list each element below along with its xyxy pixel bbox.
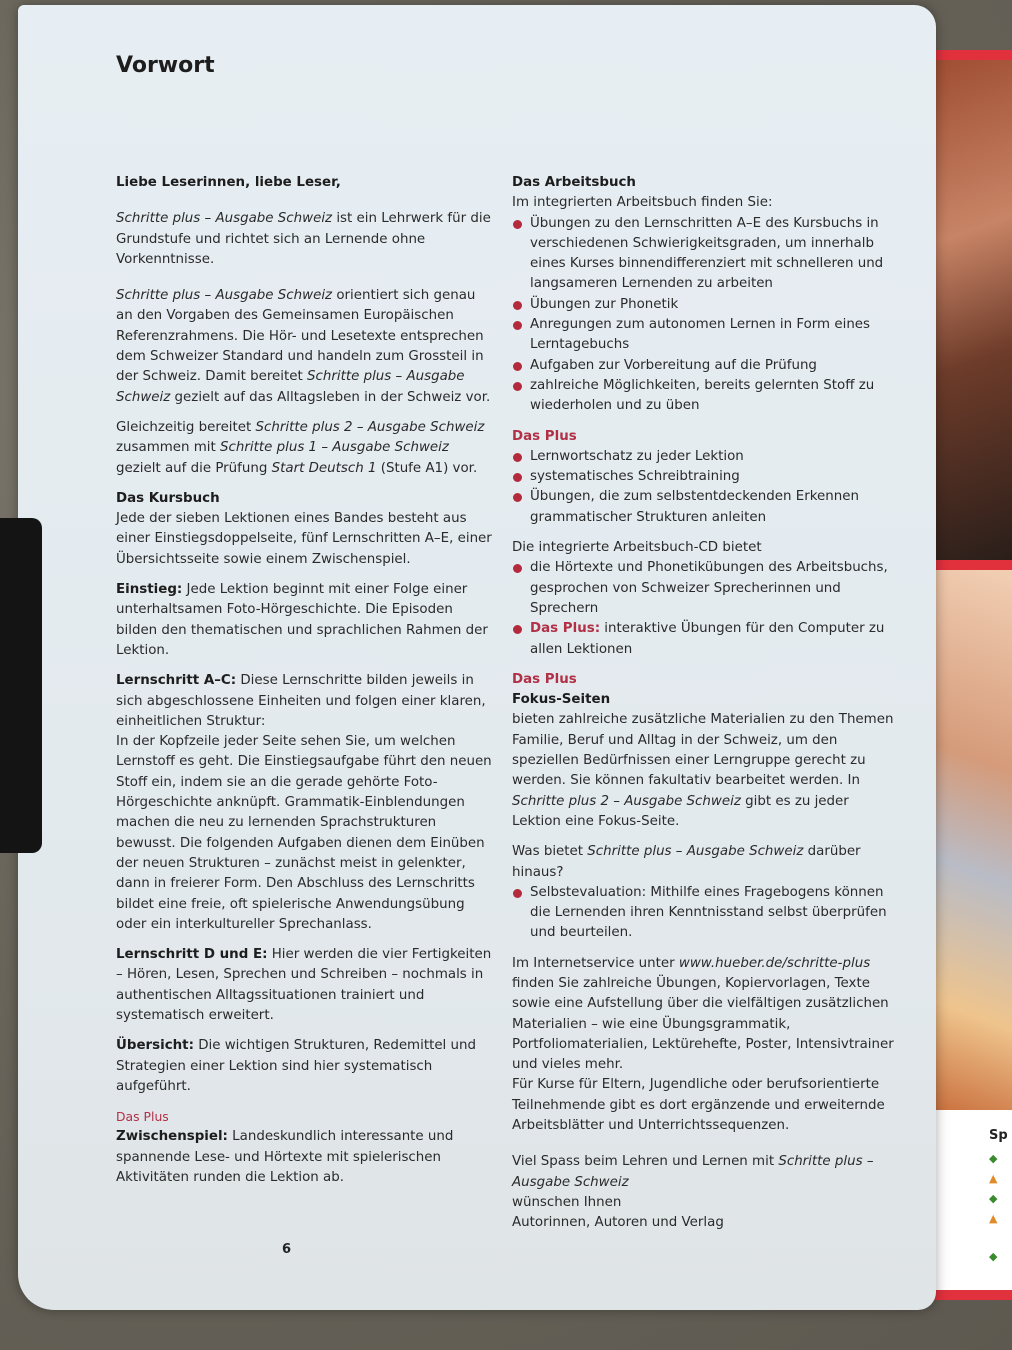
list-item: Übungen zur Phonetik (512, 295, 896, 315)
side-book-marker: ◆ (989, 1152, 998, 1165)
uebersicht-paragraph: Übersicht: Die wichtigen Strukturen, Redemittel und Strategien einer Lektion sind hier systematisch aufgeführt. (116, 1038, 477, 1094)
zwischenspiel-paragraph: Zwischenspiel: Landeskundlich interessante und spannende Lese- und Hörtexte mit spielerischen Aktivitäten runden die Lektion ab. (116, 1129, 454, 1186)
list-item: Das Plus: interaktive Übungen für den Computer zu allen Lektionen (512, 619, 896, 660)
arbeitsbuch-intro: Im integrierten Arbeitsbuch finden Sie: (512, 195, 773, 211)
lernschritt-ac-paragraph: Lernschritt A–C: Diese Lernschritte bilden jeweils in sich abgeschlossene Einheiten und folgen einer klaren, einheitlichen Struktur: (116, 673, 486, 729)
list-item: zahlreiche Möglichkeiten, bereits gelernten Stoff zu wiederholen und zu üben (512, 376, 896, 417)
closing-line-3: Autorinnen, Autoren und Verlag (512, 1215, 724, 1231)
mehr-list (512, 883, 896, 944)
closing-line-2: wünschen Ihnen (512, 1194, 622, 1210)
right-column (512, 173, 896, 1234)
mehr-question: Was bietet Schritte plus – Ausgabe Schweiz darüber hinaus? (512, 844, 861, 880)
arbeitsbuch-heading: Das Arbeitsbuch (512, 175, 636, 190)
plus-heading: Das Plus (512, 671, 577, 687)
list-item: die Hörtexte und Phonetikübungen des Arbeitsbuchs, gesprochen von Schweizer Sprecherinnen und Sprechern (512, 558, 896, 619)
left-column (116, 173, 494, 1188)
side-book-marker: ◆ (989, 1250, 998, 1263)
cd-list (512, 558, 896, 659)
kursbuch-heading: Das Kursbuch (116, 490, 220, 506)
greeting: Liebe Leserinnen, liebe Leser, (116, 175, 341, 190)
website-link: www.hueber.de/schritte-plus (678, 955, 871, 971)
intro-paragraph: Schritte plus – Ausgabe Schweiz ist ein Lehrwerk für die Grundstufe und richtet sich an Lernende ohne Vorkenntnisse. (116, 211, 491, 267)
book-page (18, 5, 936, 1310)
side-book-marker: ▲ (989, 1172, 998, 1185)
list-item: Übungen, die zum selbstentdeckenden Erkennen grammatischer Strukturen anleiten (512, 487, 896, 528)
einstieg-paragraph: Einstieg: Jede Lektion beginnt mit einer Folge einer unterhaltsamen Foto-Hörgeschichte. Die Episoden bilden den thematischen und sprachlichen Rahmen der Lektion. (116, 582, 488, 658)
page-title: Vorwort (116, 53, 215, 78)
plus-label: Das Plus (116, 1109, 169, 1125)
eltern-paragraph: Für Kurse für Eltern, Jugendliche oder berufsorientierte Teilnehmende gibt es dort ergänzende und erweiternde Arbeitsblätter und Unterrichtssequenzen. (512, 1077, 885, 1134)
list-item: Übungen zu den Lernschritten A–E des Kursbuchs in verschiedenen Schwierigkeitsgraden, um innerhalb eines Kurses binnendifferenziert mit schnelleren und langsameren Lernenden zu arbeiten (512, 214, 896, 295)
lernschritt-ac-detail: In der Kopfzeile jeder Seite sehen Sie, um welchen Lernstoff es geht. Die Einstiegsaufgabe führt den neuen Stoff ein, indem sie an die gerade gehörte Foto-Hörgeschichte anknüpft. Grammatik-Einblendungen machen die neu zu lernenden Sprachstrukturen bewusst. Die folgenden Aufgaben dienen dem Einüben der neuen Strukturen – zunächst meist in gelenkter, dann in freierer Form. Den Abschluss des Lernschritts bildet eine freie, oft spielerische Anwendungsübung oder ein interkultureller Sprechanlass. (116, 734, 492, 932)
side-book-marker: ◆ (989, 1192, 998, 1205)
list-item: Aufgaben zur Vorbereitung auf die Prüfung (512, 356, 896, 376)
page-number: 6 (282, 1242, 292, 1257)
fokus-text: bieten zahlreiche zusätzliche Materialien zu den Themen Familie, Beruf und Alltag in der Schweiz, um den speziellen Bedürfnissen einer Lerngruppe gerecht zu werden. Sie können fakultativ bearbeitet werden. In Schritte plus 2 – Ausgabe Schweiz gibt es zu jeder Lektion eine Fokus-Seite. (512, 712, 894, 829)
cover-photo-top (930, 60, 1012, 560)
closing-line-1: Viel Spass beim Lehren und Lernen mit Schritte plus – Ausgabe Schweiz (512, 1154, 874, 1190)
list-item: systematisches Schreibtraining (512, 467, 896, 487)
list-item: Lernwortschatz zu jeder Lektion (512, 447, 896, 467)
arbeitsbuch-list (512, 214, 896, 417)
side-book-heading: Sp (989, 1128, 1008, 1143)
list-item: Selbstevaluation: Mithilfe eines Fragebogens können die Lernenden ihren Kenntnisstand selbst überprüfen und beurteilen. (512, 883, 896, 944)
list-item: Anregungen zum autonomen Lernen in Form eines Lerntagebuchs (512, 315, 896, 356)
orientation-paragraph: Schritte plus – Ausgabe Schweiz orientiert sich genau an den Vorgaben des Gemeinsamen Europäischen Referenzrahmens. Die Hör- und Lesetexte entsprechen dem Schweizer Standard und handeln zum Grossteil in der Schweiz. Damit bereitet Schritte plus – Ausgabe Schweiz gezielt auf das Alltagsleben in der Schweiz vor. (116, 288, 491, 405)
lernschritt-de-paragraph: Lernschritt D und E: Hier werden die vier Fertigkeiten – Hören, Lesen, Sprechen und Schreiben – nochmals in authentischen Alltagssituationen trainiert und systematisch erweitert. (116, 947, 492, 1023)
binder-clip (0, 518, 42, 853)
cd-intro: Die integrierte Arbeitsbuch-CD bietet (512, 540, 762, 556)
kursbuch-text: Jede der sieben Lektionen eines Bandes besteht aus einer Einstiegsdoppelseite, fünf Lernschritten A–E, einer Übersichtsseite sowie einem Zwischenspiel. (116, 511, 492, 567)
plus-heading: Das Plus (512, 428, 577, 444)
exam-paragraph: Gleichzeitig bereitet Schritte plus 2 – Ausgabe Schweiz zusammen mit Schritte plus 1 – Ausgabe Schweiz gezielt auf die Prüfung Start Deutsch 1 (Stufe A1) vor. (116, 419, 485, 476)
internet-paragraph: Im Internetservice unter www.hueber.de/schritte-plus finden Sie zahlreiche Übungen, Kopiervorlagen, Texte sowie eine Aufstellung über die vielfältigen zusätzlichen Materialien – wie eine Übungsgrammatik, Portfoliomaterialien, Lektürehefte, Poster, Intensivtrainer und vieles mehr. (512, 955, 894, 1073)
side-book-marker: ▲ (989, 1212, 998, 1225)
fokus-heading: Fokus-Seiten (512, 692, 611, 708)
plus-list (512, 447, 896, 528)
